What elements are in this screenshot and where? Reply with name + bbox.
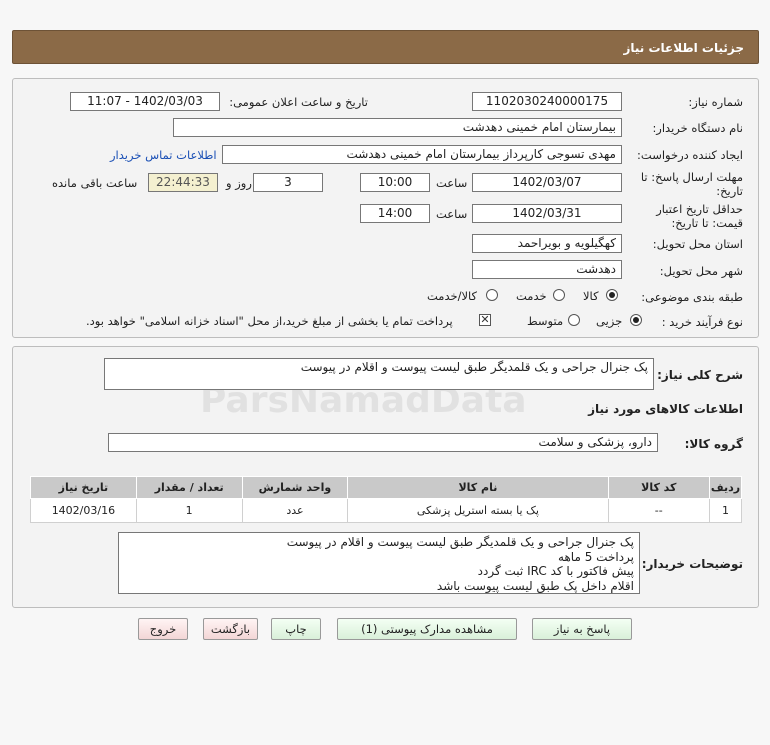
- goods-table-header: [31, 477, 742, 499]
- process-radio-minor[interactable]: [630, 314, 642, 326]
- cell-code: --: [608, 499, 710, 523]
- goods-group-field: دارو، پزشکی و سلامت: [108, 433, 658, 452]
- validity-date-field: 1402/03/31: [472, 204, 622, 223]
- buyer-notes-line: پک جنرال جراحی و یک قلمدیگر طبق لیست پیوست و اقلام در پیوست: [286, 535, 634, 549]
- print-button[interactable]: چاپ: [271, 618, 321, 640]
- goods-group-label: گروه کالا:: [684, 437, 743, 451]
- process-option-medium: متوسط: [527, 314, 564, 328]
- category-option-service: خدمت: [516, 289, 547, 303]
- cell-date: 1402/03/16: [31, 499, 137, 523]
- province-label: استان محل تحویل:: [652, 237, 743, 251]
- deadline-time-label: ساعت: [436, 176, 468, 190]
- buyer-field: بیمارستان امام خمینی دهدشت: [173, 118, 622, 137]
- deadline-label: مهلت ارسال پاسخ: تا: [640, 170, 743, 184]
- col-name-header: نام کالا: [348, 477, 608, 499]
- category-option-goods-service: کالا/خدمت: [427, 289, 478, 303]
- validity-time-field: 14:00: [360, 204, 430, 223]
- exit-button[interactable]: خروج: [138, 618, 188, 640]
- summary-field: پک جنرال جراحی و یک قلمدیگر طبق لیست پیوست و اقلام در پیوست: [104, 358, 654, 390]
- days-label: روز و: [226, 176, 252, 190]
- creator-field: مهدی تسوجی کارپرداز بیمارستان امام خمینی دهدشت: [222, 145, 622, 164]
- city-field: دهدشت: [472, 260, 622, 279]
- category-radio-goods-service[interactable]: [486, 289, 498, 301]
- buyer-label: نام دستگاه خریدار:: [652, 121, 743, 135]
- creator-label: ایجاد کننده درخواست:: [637, 148, 743, 162]
- col-row-header: ردیف: [710, 477, 742, 499]
- cell-qty: 1: [136, 499, 242, 523]
- page-header: [12, 30, 759, 64]
- validity-time-label: ساعت: [436, 207, 468, 221]
- back-button[interactable]: بازگشت: [203, 618, 258, 640]
- col-qty-header: تعداد / مقدار: [136, 477, 242, 499]
- city-label: شهر محل تحویل:: [659, 264, 743, 278]
- cell-unit: عدد: [242, 499, 348, 523]
- table-row: [31, 499, 742, 523]
- goods-section-title: اطلاعات کالاهای مورد نیاز: [588, 402, 743, 416]
- process-option-minor: جزیی: [596, 314, 623, 328]
- validity-label: حداقل تاریخ اعتبار: [656, 202, 743, 216]
- view-attachments-button[interactable]: مشاهده مدارک پیوستی (1): [337, 618, 517, 640]
- cell-name: پک یا بسته استریل پزشکی: [348, 499, 608, 523]
- buyer-notes-field: [118, 532, 640, 594]
- buyer-contact-link[interactable]: اطلاعات تماس خریدار: [110, 148, 217, 162]
- deadline-date-field: 1402/03/07: [472, 173, 622, 192]
- summary-label: شرح کلی نیاز:: [657, 368, 743, 382]
- buyer-notes-line: پیش فاکتور با کد IRC ثبت گردد: [477, 564, 634, 578]
- deadline-label-2: تاریخ:: [716, 184, 743, 198]
- buyer-notes-line: پرداخت 5 ماهه: [558, 549, 634, 564]
- category-radio-goods[interactable]: [606, 289, 618, 301]
- col-code-header: کد کالا: [608, 477, 710, 499]
- treasury-checkbox[interactable]: ✕: [480, 313, 490, 326]
- need-number-label: شماره نیاز:: [688, 95, 743, 109]
- announce-label: تاریخ و ساعت اعلان عمومی:: [229, 95, 368, 109]
- col-unit-header: واحد شمارش: [242, 477, 348, 499]
- col-date-header: تاریخ نیاز: [31, 477, 137, 499]
- need-number-field: 1102030240000175: [472, 92, 622, 111]
- cell-row: 1: [710, 499, 742, 523]
- validity-label-2: قیمت: تا تاریخ:: [671, 216, 743, 230]
- category-option-goods: کالا: [583, 289, 599, 303]
- remaining-time-field: 22:44:33: [148, 173, 218, 192]
- goods-table: [30, 476, 742, 523]
- category-radio-service[interactable]: [553, 289, 565, 301]
- days-remaining-field: 3: [253, 173, 323, 192]
- reply-button[interactable]: پاسخ به نیاز: [532, 618, 632, 640]
- buyer-notes-line: اقلام داخل پک طبق لیست پیوست باشد: [436, 578, 634, 593]
- deadline-time-field: 10:00: [360, 173, 430, 192]
- process-radio-medium[interactable]: [568, 314, 580, 326]
- process-label: نوع فرآیند خرید :: [661, 315, 743, 329]
- category-label: طبقه بندی موضوعی:: [641, 290, 743, 304]
- buyer-notes-label: توضیحات خریدار:: [641, 557, 743, 571]
- payment-note: پرداخت تمام یا بخشی از مبلغ خرید،از محل "اسناد خزانه اسلامی" خواهد بود.: [86, 314, 453, 328]
- province-field: کهگیلویه و بویراحمد: [472, 234, 622, 253]
- remaining-label: ساعت باقی مانده: [52, 176, 138, 190]
- page-title: جزئیات اطلاعات نیاز: [623, 41, 744, 55]
- announce-field: 1402/03/03 - 11:07: [70, 92, 220, 111]
